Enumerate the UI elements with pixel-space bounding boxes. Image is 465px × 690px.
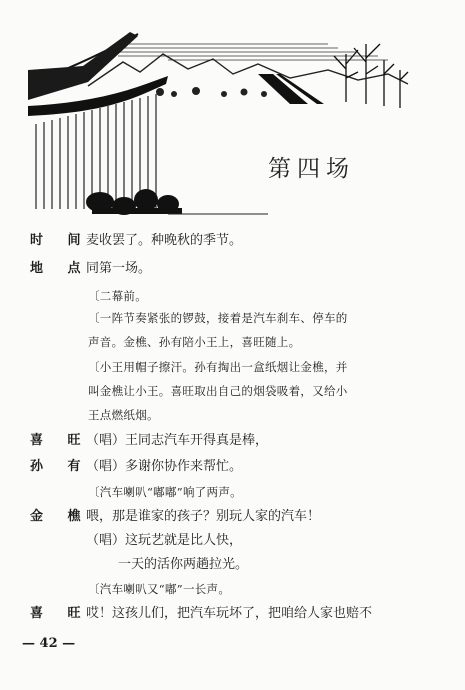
place-line (30, 260, 151, 278)
dialogue-text: 哎！这孩儿们，把汽车玩坏了，把咱给人家也赔不 (86, 606, 373, 621)
place-text: 同第一场。 (86, 261, 152, 276)
dialogue-line (30, 605, 372, 623)
stage-direction: 〔汽车喇叭“嘟嘟”响了两声。 (88, 485, 242, 499)
mountain-range (88, 54, 408, 86)
sung-line: 一天的活你两趟拉光。 (118, 557, 249, 572)
place-label: 地 点 (30, 261, 91, 276)
time-line (30, 232, 242, 250)
speaker-name: 孙 有 (30, 459, 91, 474)
dialogue-text: （唱）多谢你协作来帮忙。 (86, 459, 243, 474)
ground-plants (86, 189, 182, 215)
speaker-name: 喜 旺 (30, 433, 91, 448)
dialogue-text: 喂，那是谁家的孩子？别玩人家的汽车！ (86, 509, 321, 524)
stage-direction: 〔小王用帽子擦汗。孙有掏出一盒纸烟让金樵，并 (88, 360, 348, 374)
scene-illustration (28, 14, 423, 224)
village-shrubs (156, 87, 267, 97)
dialogue-line (30, 432, 268, 450)
sung-line: （唱）这玩艺就是比人快， (86, 533, 243, 548)
stage-direction: 〔一阵节奏紧张的锣鼓，接着是汽车刹车、停车的 (88, 311, 348, 325)
stage-direction: 王点燃纸烟。 (88, 408, 159, 422)
dialogue-line (30, 458, 242, 476)
stage-direction: 〔二幕前。 (88, 289, 147, 303)
speaker-name: 喜 旺 (30, 606, 91, 621)
time-label: 时 间 (30, 233, 91, 248)
eave-roof (28, 32, 168, 116)
stage-direction: 叫金樵让小王。喜旺取出自己的烟袋吸着，又给小 (88, 384, 348, 398)
stage-direction: 声音。金樵、孙有陪小王上，喜旺随上。 (88, 335, 301, 349)
time-text: 麦收罢了。种晚秋的季节。 (86, 233, 243, 248)
page-number: — 42 — (22, 636, 76, 651)
scene-title: 第四场 (268, 156, 355, 182)
dialogue-line (30, 508, 320, 526)
stage-direction: 〔汽车喇叭又“嘟”一长声。 (88, 582, 231, 596)
speaker-name: 金 樵 (30, 509, 91, 524)
dialogue-text: （唱）王同志汽车开得真是棒， (86, 433, 269, 448)
